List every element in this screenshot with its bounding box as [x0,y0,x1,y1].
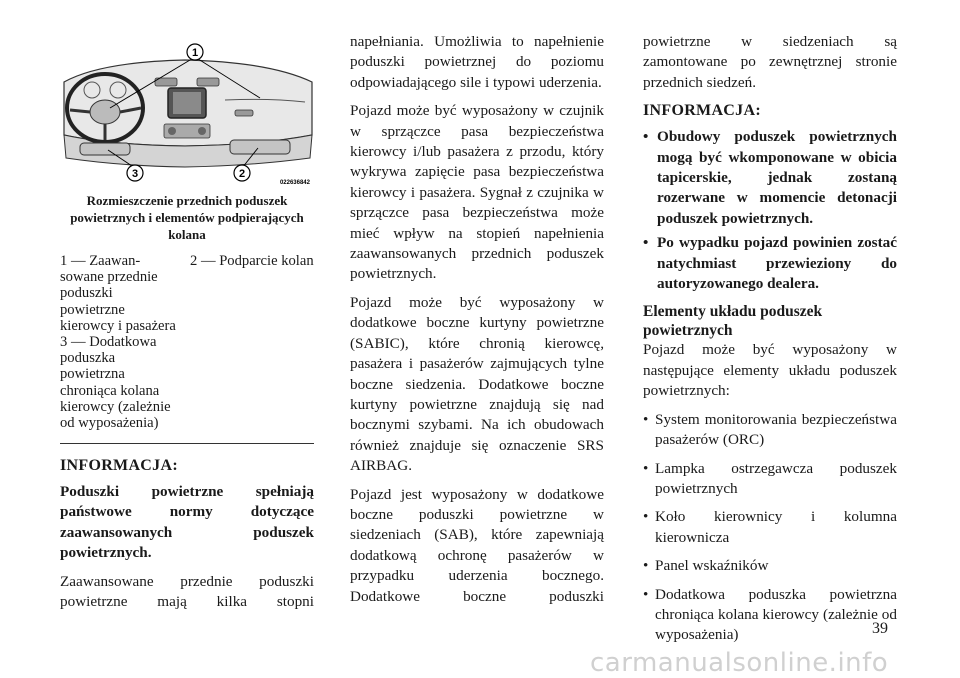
column-1-text [60,456,314,620]
list-item: • Panel wskaźników [643,556,897,576]
paragraph-advanced-airbags: Zaawansowane przednie poduszki powietrzne mają kilka stopni [60,572,314,611]
list-item: • Lampka ostrzegawcza poduszek powietrznych [643,459,897,500]
column-2 [350,32,604,615]
dashboard-airbag-diagram [60,40,314,188]
list-item: • Dodatkowa poduszka powietrzna chroniąca kolana kierowcy (zależnie od wyposażenia) [643,585,897,646]
list-item: • Koło kierownicy i kolumna kierownicza [643,507,897,548]
legend-divider [60,443,314,444]
info-bullet: • Obudowy poduszek powietrznych mogą być wkomponowane w obicia tapicerskie, jednak zostaną rozerwane w momencie detonacji poduszek powietrznych. [643,127,897,229]
svg-text:2: 2 [238,168,246,180]
page-number: 39 [872,620,888,637]
paragraph-seatbelt-sensor: Pojazd może być wyposażony w czujnik w sprzączce pasa bezpieczeństwa kierowcy i/lub pasażera z przodu, który wykrywa zapięcie pasa bezpieczeństwa kierowcy i pasażera. Sygnał z czujnika w sprzączce pasa bezpieczeństwa może mieć wpływ na stopień napełnienia zaawansowanych przednich poduszek powietrznych. [350,102,604,283]
info-heading-1: INFORMACJA: [60,457,178,474]
svg-text:3: 3 [131,168,139,180]
paragraph-seat-airbags: powietrzne w siedzeniach są zamontowane po zewnętrznej stronie przednich siedzeń. [643,33,897,91]
watermark: carmanualsonline.info [590,648,889,678]
components-list [643,410,897,646]
callout-3 [127,165,143,181]
callout-2 [234,165,250,181]
info-heading-2: INFORMACJA: [643,102,761,120]
paragraph-components-intro: Pojazd może być wyposażony w następujące elementy układu poduszek powietrznych: [643,341,897,400]
list-item: • System monitorowania bezpieczeństwa pasażerów (ORC) [643,410,897,451]
info-bullet-list [643,127,897,294]
paragraph-sab: Pojazd jest wyposażony w dodatkowe boczne poduszki powietrzne w siedzeniach (SAB), które zapewniają dodatkową ochronę pasażerów w przypadku uderzenia bocznego. Dodatkowe boczne poduszki [350,485,604,605]
callout-1 [187,44,203,60]
info-bullet: • Po wypadku pojazd powinien zostać natychmiast przewieziony do autoryzowanego dealera. [643,233,897,294]
legend-col1: 1 — Zaawan-sowane przednie poduszki powietrzne kierowcy i pasażera 3 — Dodatkowa poduszka powietrzna chroniąca kolana kierowcy (zależnie od wyposażenia) [60,253,176,432]
legend-col2: 2 — Podparcie kolan [190,253,314,269]
column-3 [643,32,897,654]
svg-text:1: 1 [191,47,199,59]
figure-caption: Rozmieszczenie przednich poduszek powietrznych i elementów podpierających kolana [70,193,304,242]
section-heading: Elementy układu poduszek powietrznych [643,303,823,340]
paragraph-sabic: Pojazd może być wyposażony w dodatkowe boczne kurtyny powietrzne (SABIC), które chronią kierowcę, pasażera i pasażerów zajmujących tylne boczne siedzenia. Dodatkowe boczne kurtyny powietrzne znajdują się nad bocznymi szybami. Na ich obudowach również znajduje się oznaczenie SRS AIRBAG. [350,293,604,475]
paragraph-inflation: napełniania. Umożliwia to napełnienie poduszki powietrznej do poziomu odpowiadającego sile i typowi uderzenia. [350,33,604,91]
figure-code: 022636842 [279,180,310,186]
info-text-1: Poduszki powietrzne spełniają państwowe normy dotyczące zaawansowanych poduszek powietrznych. [60,483,314,562]
